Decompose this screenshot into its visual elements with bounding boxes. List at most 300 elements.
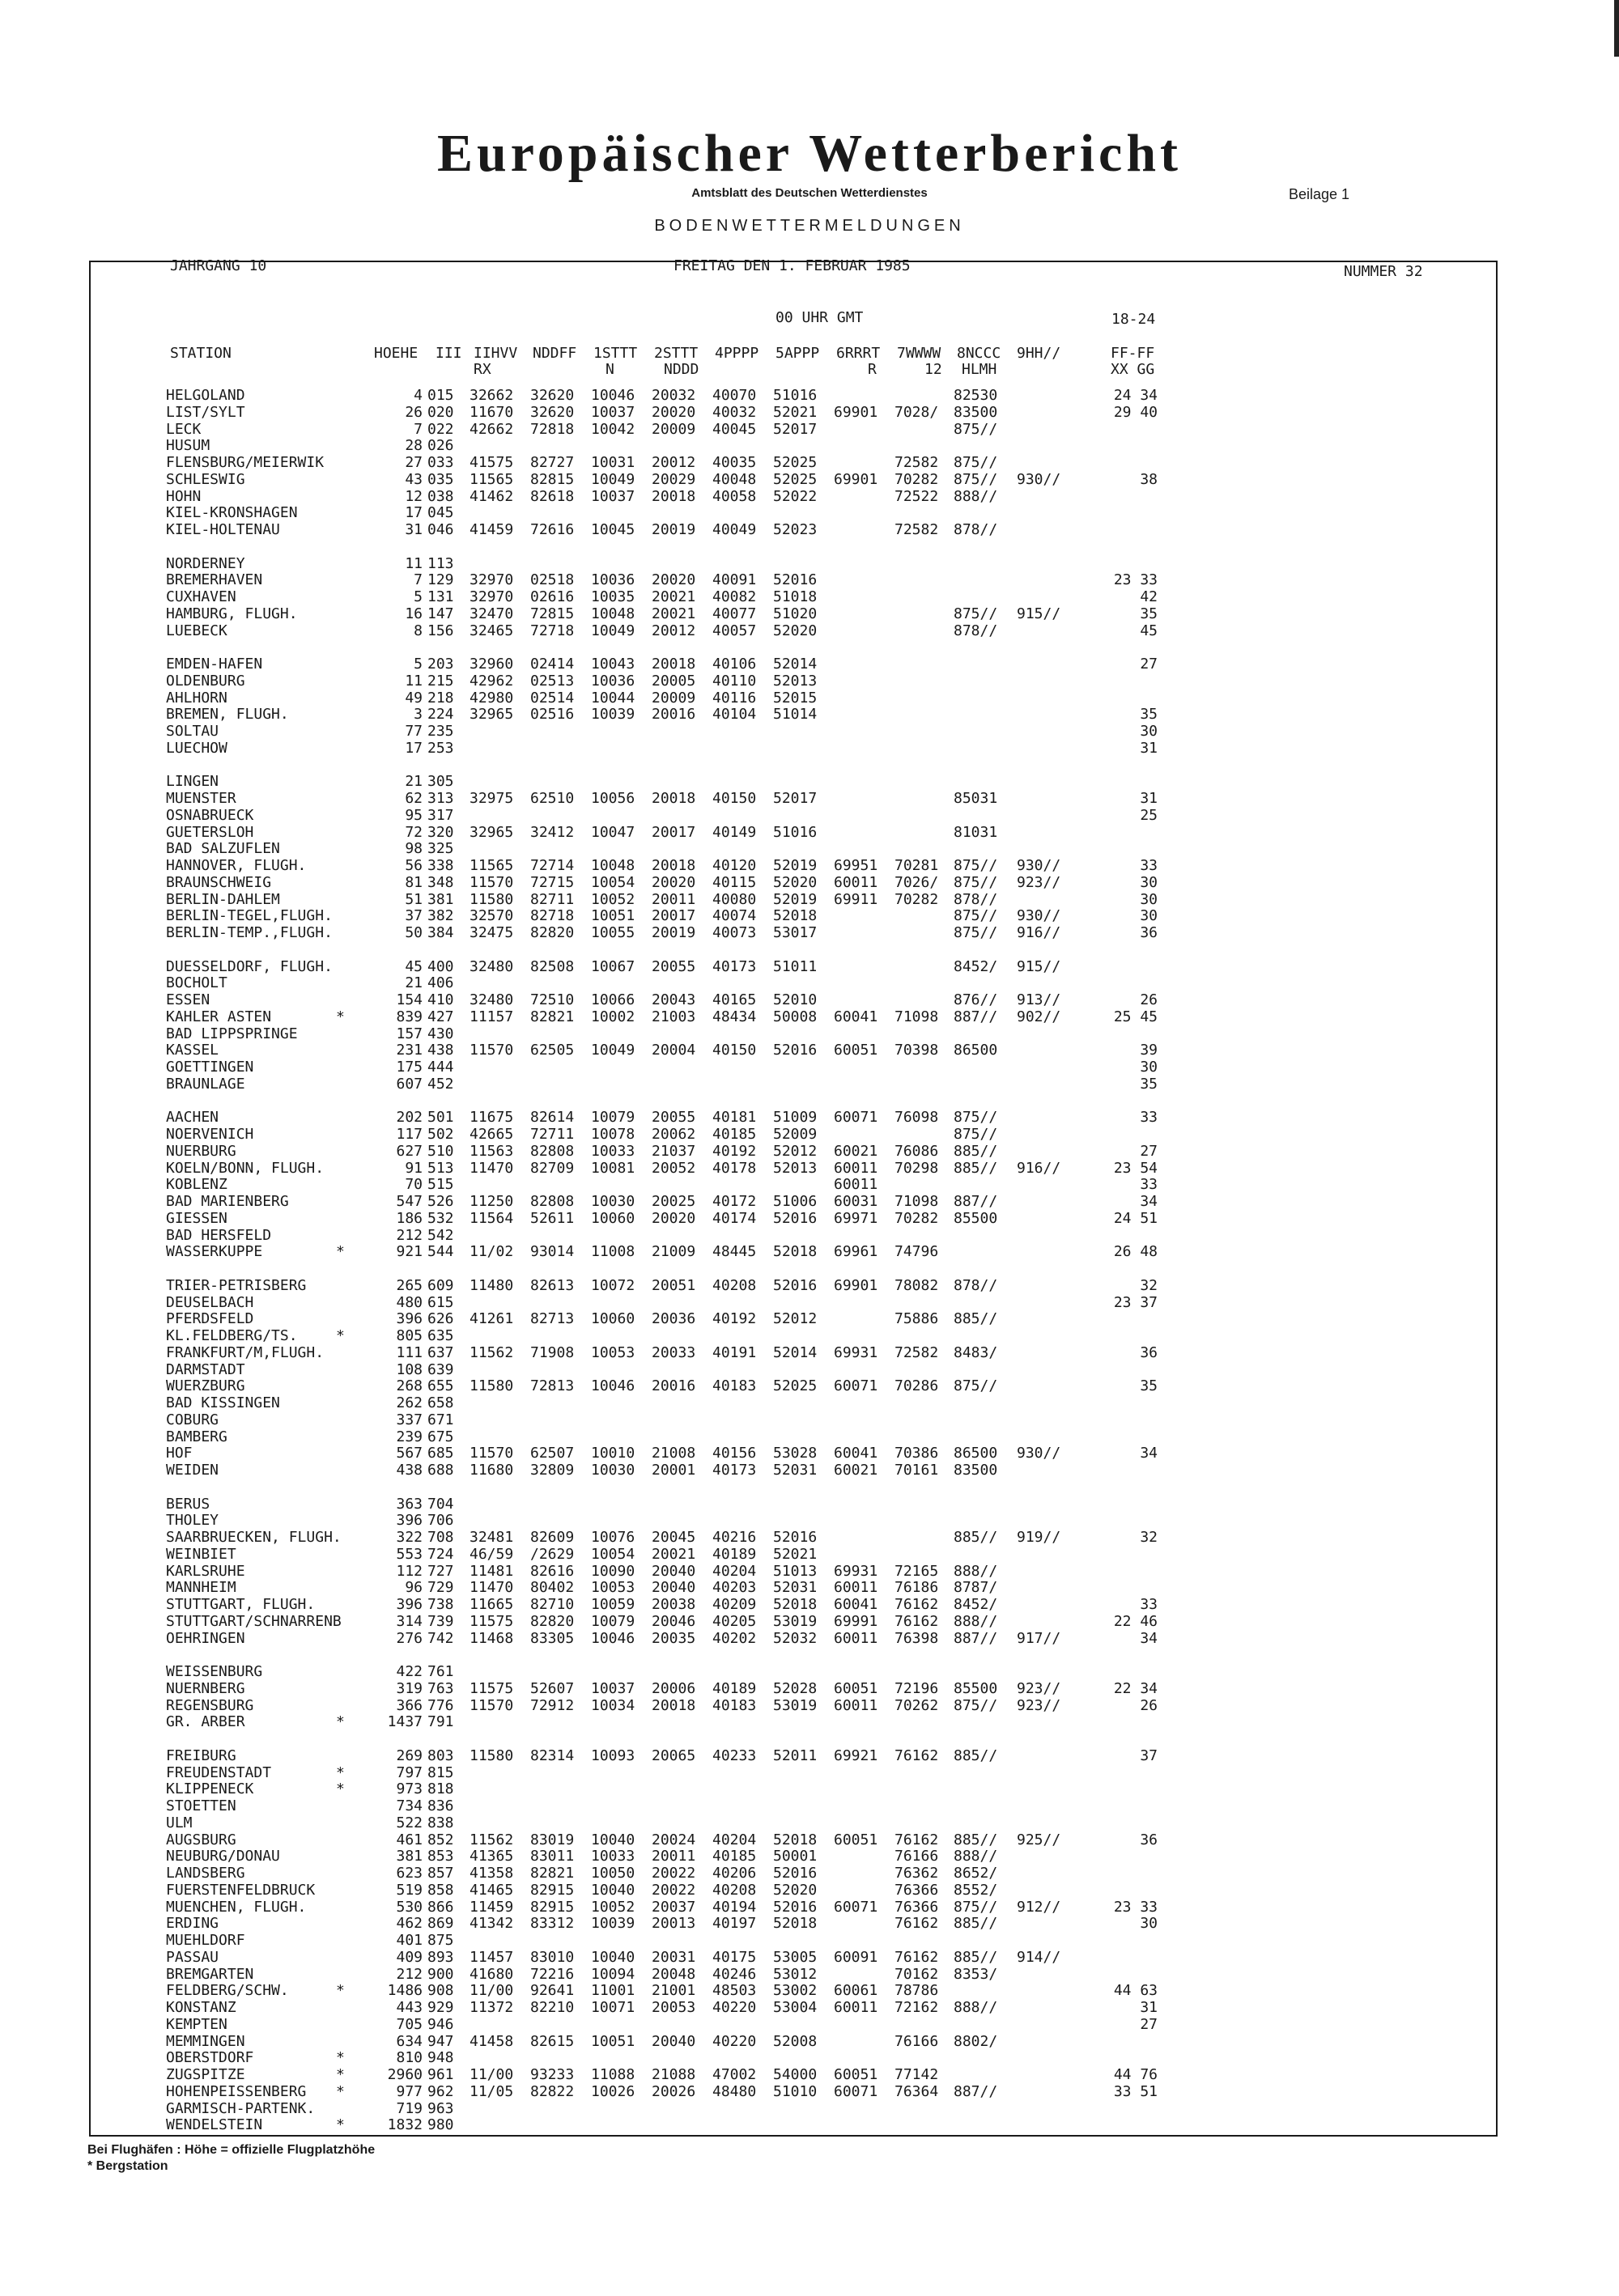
cell-g7: 60011 <box>834 1579 878 1597</box>
cell-g3: 10066 <box>591 991 635 1008</box>
cell-alt: 3 <box>414 706 423 724</box>
cell-g2: 72813 <box>530 1377 575 1395</box>
cell-g6: 52020 <box>773 1881 818 1899</box>
cell-g6: 52021 <box>773 403 818 421</box>
station-name: AHLHORN <box>166 689 227 707</box>
cell-g1: 11372 <box>470 1999 514 2016</box>
cell-g6: 52014 <box>773 656 818 673</box>
cell-g5: 40183 <box>712 1696 757 1714</box>
cell-g8: 76162 <box>894 1746 939 1764</box>
station-name: WASSERKUPPE <box>166 1243 263 1261</box>
cell-iii: 113 <box>427 554 454 572</box>
cell-g1: 32970 <box>470 588 514 605</box>
cell-g3: 10047 <box>591 823 635 841</box>
cell-g4: 20040 <box>652 1579 696 1597</box>
cell-g5: 40150 <box>712 790 757 807</box>
cell-g3: 10049 <box>591 622 635 639</box>
cell-g1: 11/00 <box>470 1982 514 2000</box>
cell-iii: 853 <box>427 1848 454 1865</box>
cell-alt: 480 <box>396 1293 423 1311</box>
cell-alt: 4 <box>414 387 423 404</box>
cell-alt: 11 <box>405 672 423 690</box>
cell-g2: 83010 <box>530 1948 575 1966</box>
cell-g7: 69961 <box>834 1243 878 1261</box>
station-name: FUERSTENFELDBRUCK <box>166 1881 316 1899</box>
cell-g8: 76162 <box>894 1612 939 1630</box>
cell-g3: 10051 <box>591 2032 635 2050</box>
station-name: KLIPPENECK <box>166 1780 254 1798</box>
cell-g7: 69901 <box>834 470 878 488</box>
station-name: BAD KISSINGEN <box>166 1394 280 1411</box>
cell-g5: 40048 <box>712 470 757 488</box>
cell-g2: 72715 <box>530 873 575 891</box>
station-name: BAD HERSFELD <box>166 1226 272 1244</box>
cell-g2: 52607 <box>530 1679 575 1697</box>
cell-alt: 396 <box>396 1596 423 1613</box>
cell-g3: 10044 <box>591 689 635 707</box>
cell-g5: 40032 <box>712 403 757 421</box>
date-label: FREITAG DEN 1. FEBRUAR 1985 <box>674 257 911 274</box>
cell-g9: 85500 <box>954 1209 998 1227</box>
cell-ff: 22 34 <box>1113 1679 1158 1697</box>
cell-g5: 40077 <box>712 605 757 622</box>
cell-iii: 852 <box>427 1831 454 1848</box>
cell-g1: 11570 <box>470 873 514 891</box>
cell-g4: 21003 <box>652 1008 696 1025</box>
cell-g5: 40165 <box>712 991 757 1008</box>
cell-g5: 40073 <box>712 924 757 941</box>
cell-g2: 72818 <box>530 420 575 438</box>
cell-g1: 41575 <box>470 454 514 471</box>
cell-g2: 82820 <box>530 924 575 941</box>
cell-g8: 76364 <box>894 2082 939 2100</box>
cell-g9: 8802/ <box>954 2032 998 2050</box>
cell-iii: 317 <box>427 806 454 824</box>
cell-g9: 888// <box>954 1999 998 2016</box>
cell-alt: 319 <box>396 1679 423 1697</box>
cell-g9: 885// <box>954 1831 998 1848</box>
cell-g10: 923// <box>1017 1679 1061 1697</box>
cell-g1: 32970 <box>470 571 514 589</box>
cell-g2: 32809 <box>530 1462 575 1479</box>
cell-g4: 20024 <box>652 1831 696 1848</box>
cell-g6: 52016 <box>773 1865 818 1882</box>
cell-iii: 838 <box>427 1814 454 1831</box>
station-name: NEUBURG/DONAU <box>166 1848 280 1865</box>
station-name: FELDBERG/SCHW. <box>166 1982 289 2000</box>
cell-g2: 82609 <box>530 1529 575 1546</box>
cell-g3: 10067 <box>591 957 635 975</box>
cell-g10: 916// <box>1017 924 1061 941</box>
cell-iii: 502 <box>427 1126 454 1143</box>
cell-g9: 86500 <box>954 1445 998 1462</box>
cell-g9: 8452/ <box>954 1596 998 1613</box>
cell-ff: 33 <box>1140 1176 1158 1194</box>
cell-g1: 41365 <box>470 1848 514 1865</box>
cell-alt: 462 <box>396 1915 423 1933</box>
cell-g8: 70398 <box>894 1042 939 1059</box>
cell-g5: 48445 <box>712 1243 757 1261</box>
station-name: LECK <box>166 420 202 438</box>
cell-g4: 20022 <box>652 1881 696 1899</box>
cell-iii: 738 <box>427 1596 454 1613</box>
cell-iii: 961 <box>427 2066 454 2083</box>
cell-alt: 409 <box>396 1948 423 1966</box>
cell-g1: 41342 <box>470 1915 514 1933</box>
station-name: KOELN/BONN, FLUGH. <box>166 1159 325 1177</box>
cell-g6: 52023 <box>773 521 818 538</box>
cell-g10: 913// <box>1017 991 1061 1008</box>
cell-iii: 381 <box>427 890 454 908</box>
cell-g2: 82915 <box>530 1898 575 1916</box>
cell-alt: 268 <box>396 1377 423 1395</box>
cell-g6: 52013 <box>773 672 818 690</box>
cell-ff: 44 76 <box>1113 2066 1158 2083</box>
cell-g7: 60041 <box>834 1445 878 1462</box>
cell-g5: 40110 <box>712 672 757 690</box>
cell-g1: 32465 <box>470 622 514 639</box>
cell-g6: 51020 <box>773 605 818 622</box>
cell-g4: 20036 <box>652 1310 696 1328</box>
cell-g1: 11/05 <box>470 2082 514 2100</box>
cell-iii: 253 <box>427 739 454 757</box>
cell-iii: 946 <box>427 2015 454 2033</box>
cell-g1: 42980 <box>470 689 514 707</box>
cell-g5: 40156 <box>712 1445 757 1462</box>
issue-number: NUMMER 32 <box>1344 263 1423 280</box>
cell-g3: 10053 <box>591 1343 635 1361</box>
cell-g2: 72711 <box>530 1126 575 1143</box>
cell-g1: 11468 <box>470 1629 514 1647</box>
cell-g8: 78786 <box>894 1982 939 2000</box>
cell-alt: 37 <box>405 907 423 925</box>
cell-g6: 52025 <box>773 454 818 471</box>
station-name: WEISSENBURG <box>166 1663 263 1680</box>
cell-alt: 50 <box>405 924 423 941</box>
mountain-station-marker: * <box>336 2116 345 2134</box>
station-name: HOHN <box>166 487 202 505</box>
cell-g1: 41458 <box>470 2032 514 2050</box>
cell-g7: 60071 <box>834 1898 878 1916</box>
cell-g9: 885// <box>954 1529 998 1546</box>
column-header: 8NCCC <box>957 345 1001 362</box>
station-name: GR. ARBER <box>166 1713 245 1731</box>
cell-alt: 381 <box>396 1848 423 1865</box>
cell-g2: 02616 <box>530 588 575 605</box>
cell-g8: 7026/ <box>894 873 939 891</box>
station-name: CUXHAVEN <box>166 588 236 605</box>
cell-iii: 156 <box>427 622 454 639</box>
cell-ff: 39 <box>1140 1042 1158 1059</box>
station-name: MUEHLDORF <box>166 1932 245 1949</box>
cell-g4: 20018 <box>652 857 696 874</box>
cell-g3: 10079 <box>591 1109 635 1127</box>
column-header: STATION <box>170 345 232 362</box>
cell-g1: 11564 <box>470 1209 514 1227</box>
cell-g8: 76366 <box>894 1881 939 1899</box>
cell-g3: 10042 <box>591 420 635 438</box>
station-name: LUEBECK <box>166 622 227 639</box>
cell-g2: 82618 <box>530 487 575 505</box>
cell-alt: 269 <box>396 1746 423 1764</box>
cell-g6: 52031 <box>773 1579 818 1597</box>
cell-g8: 76166 <box>894 2032 939 2050</box>
cell-alt: 17 <box>405 504 423 522</box>
cell-g2: 82508 <box>530 957 575 975</box>
cell-g1: 41462 <box>470 487 514 505</box>
cell-alt: 921 <box>396 1243 423 1261</box>
cell-iii: 962 <box>427 2082 454 2100</box>
cell-alt: 51 <box>405 890 423 908</box>
cell-alt: 239 <box>396 1428 423 1445</box>
cell-g7: 60011 <box>834 1629 878 1647</box>
cell-g7: 60051 <box>834 1831 878 1848</box>
column-header: 7WWWW <box>897 345 941 362</box>
cell-g3: 10036 <box>591 571 635 589</box>
cell-ff: 30 <box>1140 873 1158 891</box>
cell-g5: 40175 <box>712 1948 757 1966</box>
station-name: KEMPTEN <box>166 2015 227 2033</box>
cell-g6: 52013 <box>773 1159 818 1177</box>
cell-g2: 72616 <box>530 521 575 538</box>
cell-g1: 11565 <box>470 857 514 874</box>
cell-g6: 53005 <box>773 1948 818 1966</box>
cell-g5: 40194 <box>712 1898 757 1916</box>
cell-iii: 803 <box>427 1746 454 1764</box>
cell-iii: 033 <box>427 454 454 471</box>
cell-g9: 8552/ <box>954 1881 998 1899</box>
cell-alt: 607 <box>396 1075 423 1093</box>
cell-g9: 875// <box>954 605 998 622</box>
cell-ff: 27 <box>1140 2015 1158 2033</box>
mountain-station-marker: * <box>336 2082 345 2100</box>
cell-g7: 69951 <box>834 857 878 874</box>
cell-g8: 72582 <box>894 1343 939 1361</box>
cell-g9: 885// <box>954 1948 998 1966</box>
cell-alt: 977 <box>396 2082 423 2100</box>
cell-alt: 530 <box>396 1898 423 1916</box>
mountain-station-marker: * <box>336 1982 345 2000</box>
cell-g3: 10048 <box>591 857 635 874</box>
cell-g2: 82713 <box>530 1310 575 1328</box>
cell-g6: 53017 <box>773 924 818 941</box>
cell-g8: 70282 <box>894 470 939 488</box>
cell-alt: 62 <box>405 790 423 807</box>
cell-g6: 52020 <box>773 873 818 891</box>
station-name: BREMERHAVEN <box>166 571 263 589</box>
cell-g4: 20037 <box>652 1898 696 1916</box>
cell-ff: 36 <box>1140 1831 1158 1848</box>
cell-iii: 900 <box>427 1965 454 1983</box>
station-name: THOLEY <box>166 1512 219 1530</box>
cell-g9: 887// <box>954 2082 998 2100</box>
column-subheader: HLMH <box>962 361 997 378</box>
cell-g6: 51010 <box>773 2082 818 2100</box>
cell-ff: 31 <box>1140 739 1158 757</box>
cell-g4: 20001 <box>652 1462 696 1479</box>
cell-ff: 23 37 <box>1113 1293 1158 1311</box>
cell-g1: 11575 <box>470 1612 514 1630</box>
cell-g7: 60011 <box>834 1696 878 1714</box>
cell-alt: 363 <box>396 1495 423 1513</box>
station-name: GUETERSLOH <box>166 823 254 841</box>
cell-g6: 52019 <box>773 857 818 874</box>
cell-g10: 930// <box>1017 1445 1061 1462</box>
cell-g1: 11459 <box>470 1898 514 1916</box>
observation-time: 00 UHR GMT <box>776 309 864 326</box>
cell-g6: 52020 <box>773 622 818 639</box>
cell-g6: 53004 <box>773 1999 818 2016</box>
cell-g1: 46/59 <box>470 1545 514 1563</box>
cell-g1: 11570 <box>470 1042 514 1059</box>
cell-g2: 80402 <box>530 1579 575 1597</box>
cell-g2: 72216 <box>530 1965 575 1983</box>
cell-g8: 70281 <box>894 857 939 874</box>
station-name: LUECHOW <box>166 739 227 757</box>
cell-g4: 20009 <box>652 689 696 707</box>
cell-g5: 40091 <box>712 571 757 589</box>
cell-iii: 791 <box>427 1713 454 1731</box>
cell-g3: 10090 <box>591 1562 635 1580</box>
cell-alt: 7 <box>414 571 423 589</box>
cell-g5: 40208 <box>712 1881 757 1899</box>
cell-g3: 10040 <box>591 1948 635 1966</box>
volume-label: JAHRGANG 10 <box>170 257 267 274</box>
cell-g7: 69921 <box>834 1746 878 1764</box>
station-name: HELGOLAND <box>166 387 245 404</box>
cell-g3: 10052 <box>591 1898 635 1916</box>
cell-iii: 384 <box>427 924 454 941</box>
cell-g2: 82718 <box>530 907 575 925</box>
cell-g9: 86500 <box>954 1042 998 1059</box>
cell-g1: 11670 <box>470 403 514 421</box>
cell-iii: 706 <box>427 1512 454 1530</box>
cell-g2: 72714 <box>530 857 575 874</box>
cell-g8: 72522 <box>894 487 939 505</box>
cell-g5: 40049 <box>712 521 757 538</box>
cell-g9: 875// <box>954 1898 998 1916</box>
cell-g5: 40057 <box>712 622 757 639</box>
station-name: FLENSBURG/MEIERWIK <box>166 454 325 471</box>
station-name: ULM <box>166 1814 193 1831</box>
cell-g4: 20038 <box>652 1596 696 1613</box>
station-name: PFERDSFELD <box>166 1310 254 1328</box>
cell-ff: 44 63 <box>1113 1982 1158 2000</box>
station-name: COBURG <box>166 1411 219 1428</box>
cell-g4: 20004 <box>652 1042 696 1059</box>
cell-g4: 21009 <box>652 1243 696 1261</box>
cell-g10: 930// <box>1017 857 1061 874</box>
cell-ff: 45 <box>1140 622 1158 639</box>
cell-g7: 60051 <box>834 2066 878 2083</box>
cell-iii: 020 <box>427 403 454 421</box>
cell-g3: 10040 <box>591 1831 635 1848</box>
cell-g3: 10054 <box>591 1545 635 1563</box>
cell-g5: 40080 <box>712 890 757 908</box>
cell-g1: 11470 <box>470 1579 514 1597</box>
cell-iii: 305 <box>427 773 454 791</box>
cell-alt: 212 <box>396 1965 423 1983</box>
cell-alt: 322 <box>396 1529 423 1546</box>
cell-g1: 32475 <box>470 924 514 941</box>
cell-alt: 45 <box>405 957 423 975</box>
cell-g4: 21008 <box>652 1445 696 1462</box>
cell-g9: 887// <box>954 1193 998 1210</box>
cell-g10: 915// <box>1017 605 1061 622</box>
cell-g8: 71098 <box>894 1008 939 1025</box>
cell-g8: 78082 <box>894 1276 939 1294</box>
cell-g2: 82822 <box>530 2082 575 2100</box>
cell-alt: 108 <box>396 1360 423 1378</box>
cell-iii: 727 <box>427 1562 454 1580</box>
cell-g9: 885// <box>954 1310 998 1328</box>
cell-g8: 76098 <box>894 1109 939 1127</box>
cell-g2: 82711 <box>530 890 575 908</box>
cell-g4: 20018 <box>652 487 696 505</box>
cell-g6: 53019 <box>773 1612 818 1630</box>
cell-g1: 11457 <box>470 1948 514 1966</box>
cell-g5: 40172 <box>712 1193 757 1210</box>
column-header: III <box>436 345 462 362</box>
cell-alt: 8 <box>414 622 423 639</box>
column-subheader: R <box>868 361 877 378</box>
cell-g4: 20005 <box>652 672 696 690</box>
cell-alt: 276 <box>396 1629 423 1647</box>
cell-g2: 83011 <box>530 1848 575 1865</box>
cell-alt: 212 <box>396 1226 423 1244</box>
cell-g4: 20026 <box>652 2082 696 2100</box>
cell-g1: 11580 <box>470 1746 514 1764</box>
cell-g7: 60041 <box>834 1596 878 1613</box>
cell-g1: 32481 <box>470 1529 514 1546</box>
cell-g6: 50008 <box>773 1008 818 1025</box>
cell-g8: 72196 <box>894 1679 939 1697</box>
cell-iii: 515 <box>427 1176 454 1194</box>
cell-g7: 60011 <box>834 873 878 891</box>
cell-g2: 72912 <box>530 1696 575 1714</box>
station-name: BREMEN, FLUGH. <box>166 706 289 724</box>
cell-g6: 52025 <box>773 1377 818 1395</box>
cell-alt: 21 <box>405 773 423 791</box>
cell-alt: 95 <box>405 806 423 824</box>
cell-g8: 76366 <box>894 1898 939 1916</box>
cell-ff: 25 45 <box>1113 1008 1158 1025</box>
cell-g2: 72718 <box>530 622 575 639</box>
cell-g3: 10046 <box>591 387 635 404</box>
cell-iii: 688 <box>427 1462 454 1479</box>
cell-g2: 02513 <box>530 672 575 690</box>
cell-ff: 30 <box>1140 723 1158 740</box>
station-name: DARMSTADT <box>166 1360 245 1378</box>
cell-g2: 52611 <box>530 1209 575 1227</box>
cell-alt: 70 <box>405 1176 423 1194</box>
cell-g6: 52018 <box>773 907 818 925</box>
cell-g6: 53019 <box>773 1696 818 1714</box>
cell-alt: 28 <box>405 437 423 455</box>
cell-iii: 875 <box>427 1932 454 1949</box>
cell-g2: 62505 <box>530 1042 575 1059</box>
cell-g2: 82314 <box>530 1746 575 1764</box>
cell-g4: 20025 <box>652 1193 696 1210</box>
cell-g5: 40174 <box>712 1209 757 1227</box>
cell-iii: 639 <box>427 1360 454 1378</box>
column-header: 9HH// <box>1017 345 1061 362</box>
station-name: NORDERNEY <box>166 554 245 572</box>
cell-alt: 366 <box>396 1696 423 1714</box>
column-header: IIHVV <box>474 345 518 362</box>
cell-g6: 51016 <box>773 387 818 404</box>
cell-iii: 739 <box>427 1612 454 1630</box>
